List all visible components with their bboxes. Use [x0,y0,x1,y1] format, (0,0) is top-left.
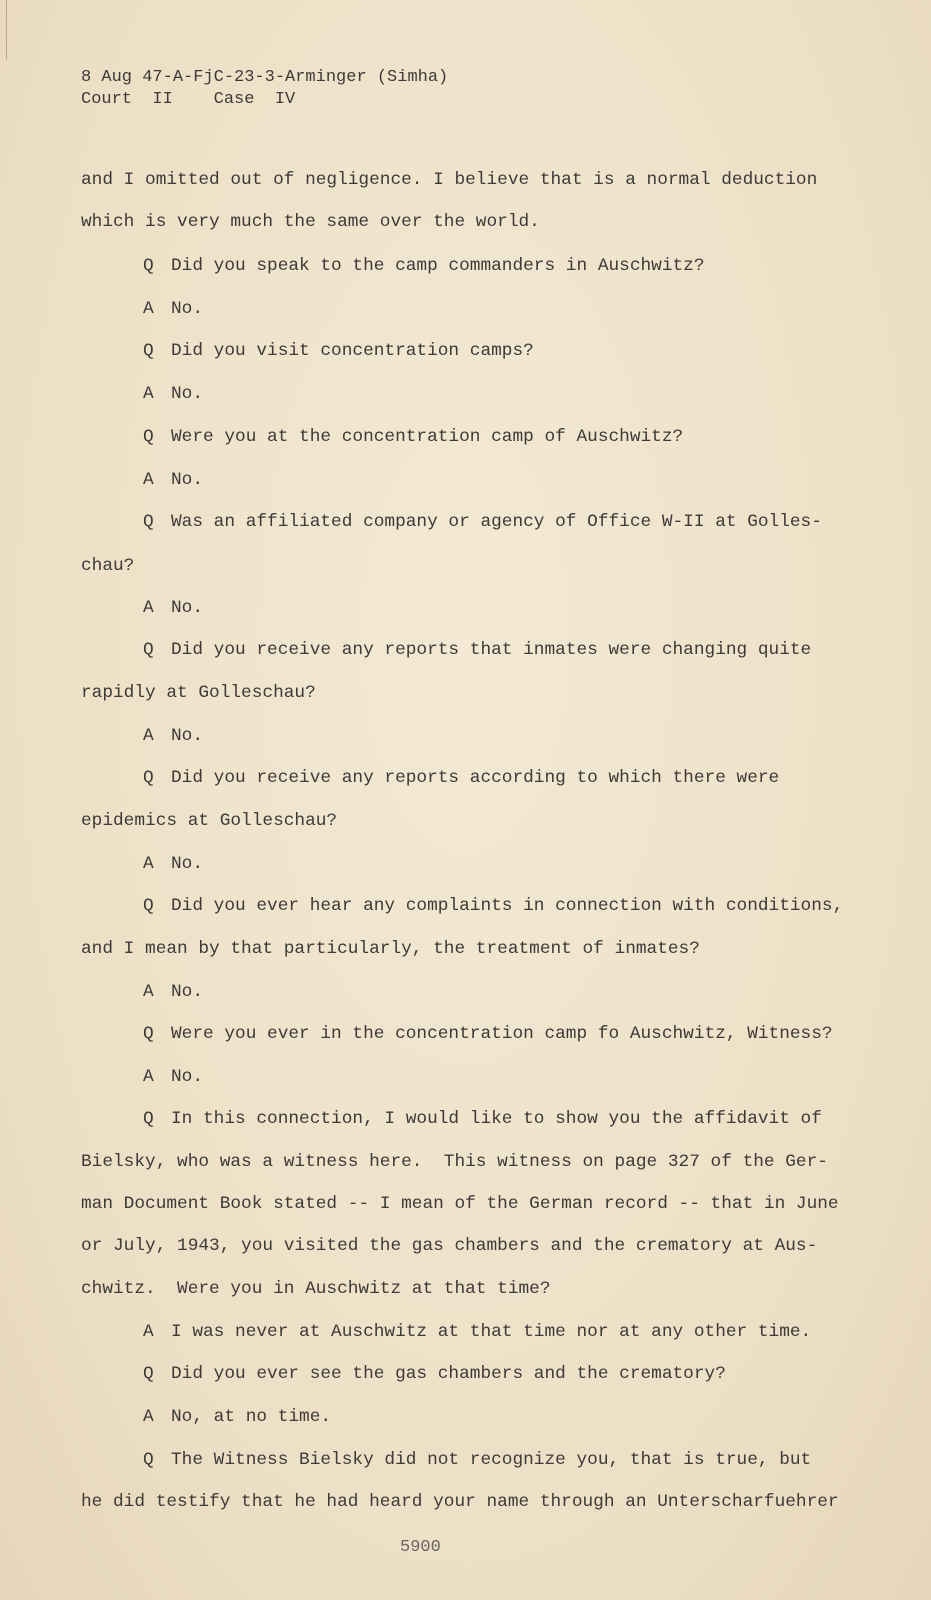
question-marker: Q [143,341,154,361]
answer-text: I was never at Auschwitz at that time nor at any other time. [171,1322,812,1342]
answer-text: No. [171,1067,204,1087]
question-text: Did you receive any reports that inmates were changing quite [171,640,812,660]
continuation-line: he did testify that he had heard your name through an Unterscharfuehrer [81,1492,839,1512]
page-edge-mark [6,0,7,60]
answer-marker: A [143,384,154,404]
question-text: Did you ever see the gas chambers and the crematory? [171,1364,726,1384]
question-marker: Q [143,640,154,660]
continuation-line: chwitz. Were you in Auschwitz at that time? [81,1279,551,1299]
answer-marker: A [143,1067,154,1087]
question-text: Was an affiliated company or agency of Office W-II at Golles- [171,512,822,532]
question-text: Were you ever in the concentration camp fo Auschwitz, Witness? [171,1024,833,1044]
answer-marker: A [143,1407,154,1427]
continuation-line: and I mean by that particularly, the treatment of inmates? [81,939,700,959]
answer-text: No. [171,299,204,319]
continuation-line: Bielsky, who was a witness here. This witness on page 327 of the Ger- [81,1152,828,1172]
question-marker: Q [143,512,154,532]
continuation-line: rapidly at Golleschau? [81,683,316,703]
answer-marker: A [143,299,154,319]
continuation-line: man Document Book stated -- I mean of the German record -- that in June [81,1194,839,1214]
question-text: Did you receive any reports according to which there were [171,768,780,788]
continuation-line: epidemics at Golleschau? [81,811,338,831]
continuation-line: chau? [81,556,135,576]
question-marker: Q [143,768,154,788]
question-marker: Q [143,1364,154,1384]
question-text: In this connection, I would like to show you the affidavit of [171,1109,822,1129]
question-text: Did you ever hear any complaints in connection with conditions, [171,896,844,916]
question-text: Did you speak to the camp commanders in Auschwitz? [171,256,705,276]
answer-text: No. [171,982,204,1002]
question-text: Were you at the concentration camp of Auschwitz? [171,427,684,447]
continuation-line: or July, 1943, you visited the gas chambers and the crematory at Aus- [81,1236,818,1256]
question-marker: Q [143,256,154,276]
header-reference: 8 Aug 47-A-FjC-23-3-Arminger (Simha) [81,68,449,87]
question-text: Did you visit concentration camps? [171,341,534,361]
answer-marker: A [143,854,154,874]
answer-marker: A [143,598,154,618]
answer-marker: A [143,726,154,746]
answer-text: No. [171,598,204,618]
question-marker: Q [143,1109,154,1129]
answer-text: No. [171,726,204,746]
answer-marker: A [143,1322,154,1342]
question-marker: Q [143,1024,154,1044]
question-marker: Q [143,1450,154,1470]
answer-text: No. [171,854,204,874]
answer-text: No. [171,384,204,404]
question-marker: Q [143,896,154,916]
answer-marker: A [143,470,154,490]
question-text: The Witness Bielsky did not recognize you, that is true, but [171,1450,812,1470]
continuation-line: which is very much the same over the world. [81,212,540,232]
answer-marker: A [143,982,154,1002]
header-court-case: Court II Case IV [81,90,296,109]
page-number: 5900 [400,1538,441,1557]
continuation-line: and I omitted out of negligence. I believe that is a normal deduction [81,170,818,190]
question-marker: Q [143,427,154,447]
answer-text: No. [171,470,204,490]
answer-text: No, at no time. [171,1407,332,1427]
